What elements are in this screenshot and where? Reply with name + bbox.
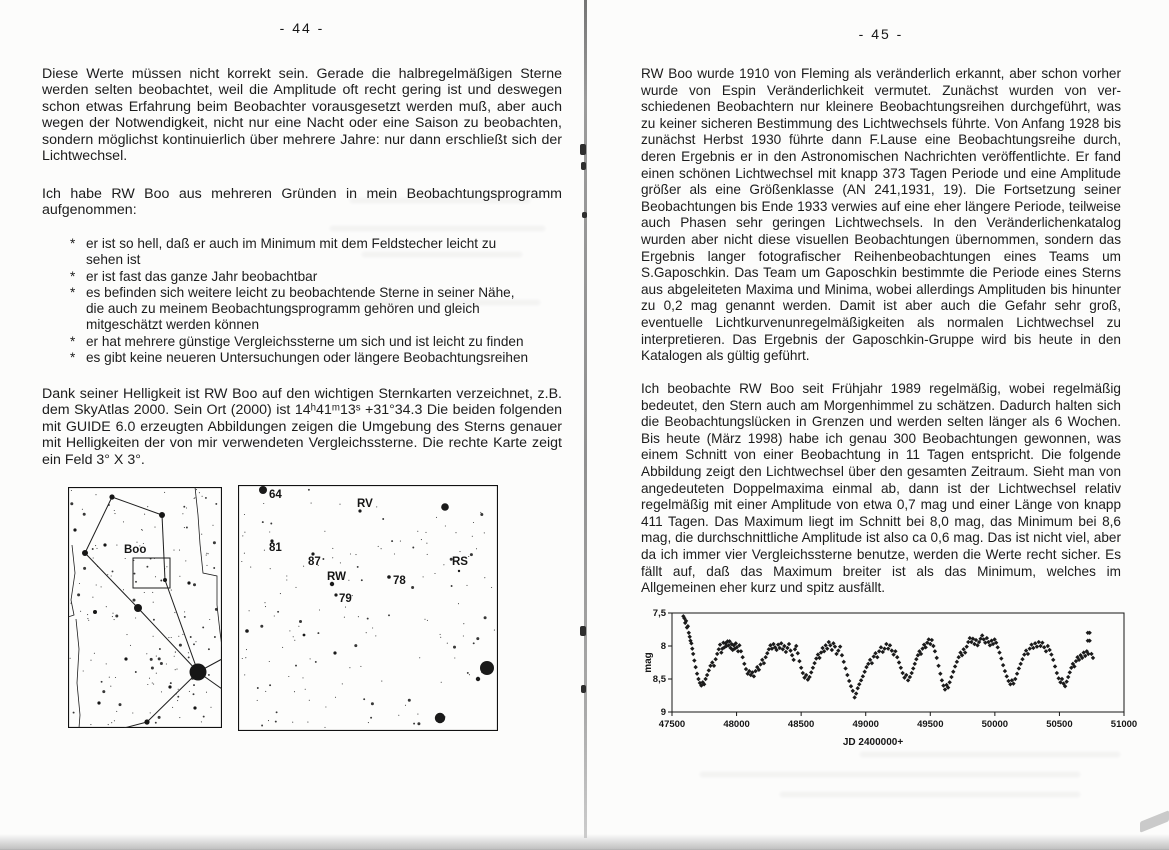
paragraph-own-observations: Ich beobachte RW Boo seit Frühjahr 1989 regelmäßig, wobei regelmäßig bedeutet, den Stern auch am Morgenhimmel zu schätzen. Dadurch halten sich die Beobachtungslücken in Grenzen und werden selten länger als 6 Wochen. Bis heute (März 1998) habe ich genau 300 Beobachtungen gewonnen, was einem Schnitt von einer Beobachtung in 11 Tagen entspricht. Die folgende Abbildung zeigt den Lichtwechsel über den gesamten Zeitraum. Sieht man von angedeuteten Doppelmaxima einmal ab, dann ist der Lichtwechsel relativ regelmäßig mit einer Amplitude von etwa 0,7 mag und einer Länge von knapp 411 Tagen. Das Maximum liegt im Schnitt bei 8,0 mag, das Minimum bei 8,6 mag, die durchschnittliche Amplitude ist also ca 0,6 mag. Das ist nicht viel, aber da ich immer vier Vergleichssterne benutze, werden die Werte recht sicher. Es fällt auf, daß das Maximum breiter ist als das Minimum, welches im Allgemeinen eher kurz und spitz ausfällt. [641, 381, 1121, 596]
showthrough-smudge [860, 752, 1120, 757]
list-item [70, 269, 562, 285]
bullet-asterisk: * [70, 284, 76, 300]
svg-text:50000: 50000 [981, 719, 1009, 730]
showthrough-smudge [700, 772, 1080, 777]
page-number-44: - 44 - [279, 20, 325, 36]
finder-chart-detail-svg [238, 485, 498, 731]
svg-text:50500: 50500 [1046, 719, 1073, 730]
svg-text:87: 87 [308, 556, 321, 568]
showthrough-smudge [350, 198, 530, 203]
finder-chart-wide [68, 487, 222, 733]
svg-text:81: 81 [269, 542, 282, 554]
svg-text:Boo: Boo [124, 544, 147, 556]
list-item-text: er ist fast das ganze Jahr beobachtbar [86, 268, 318, 284]
svg-text:78: 78 [393, 575, 406, 587]
paragraph-charts-lead: Dank seiner Helligkeit ist RW Boo auf den wichtigen Sternkarten verzeichnet, z.B. dem SkyAtlas 2000. Sein Ort (2000) ist 14ʰ41ᵐ13ˢ +31°34.3 Die beiden folgenden mit GUIDE 6.0 erzeugten Abbildungen zeigen die Umgebung des Sterns genauer mit Helligkeiten der von mir verwendeten Vergleichssterne. Die rechte Karte zeigt ein Feld 3° X 3°. [42, 386, 562, 468]
svg-text:51000: 51000 [1110, 719, 1137, 730]
binding-mark [581, 162, 586, 170]
bullet-asterisk: * [70, 333, 76, 349]
svg-text:47500: 47500 [658, 719, 686, 730]
bullet-asterisk: * [70, 236, 76, 251]
lightcurve-svg [642, 596, 1137, 764]
paragraph-reasons-lead: Ich habe RW Boo aus mehreren Gründen in mein Beobachtungsprogramm aufgenommen: [42, 186, 562, 219]
list-item [70, 350, 562, 366]
list-item-text: er ist so hell, daß er auch im Minimum mit dem Feldstecher leicht zu sehen ist [86, 236, 497, 268]
svg-text:8: 8 [660, 641, 666, 652]
scan-edge-smudge [1140, 810, 1169, 833]
scan-bottom-edge [0, 834, 1169, 850]
svg-text:49000: 49000 [852, 719, 879, 730]
showthrough-smudge [330, 226, 545, 231]
svg-text:RS: RS [452, 556, 468, 568]
list-item-text: es gibt keine neueren Untersuchungen oder längere Beobachtungsreihen [86, 350, 529, 366]
binding-mark [581, 685, 586, 693]
paragraph-history: RW Boo wurde 1910 von Fleming als veränderlich erkannt, aber schon vorher wurde von Espin Veränderlichkeit vermutet. Zunächst wurden von verschiedenen Beobachtern nur kleinere Beobachtungsreihen durchgeführt, was zu keiner sicheren Bestimmung des Lichtwechsels führte. Von Anfang 1928 bis zunächst Herbst 1930 führte dann F.Lause eine Beobachtungsreihe durch, deren Ergebnis er in den Astronomischen Nachrichten veröffentlichte. Er fand einen schönen Lichtwechsel mit knapp 373 Tagen Periode und eine Amplitude größer als eine Größenklasse (AN 241,1931, 19). Die Fortsetzung seiner Beobachtungen bis Ende 1933 verwies auf eine eher längere Periode, teilweise auch Phasen sehr geringen Lichtwechsels. In den Veränderlichenkatalog wurden aber nicht diese visuellen Beobachtungen übernommen, sondern das Ergebnis langer fotografischer Reihenbeobachtungen eines Teams um S.Gaposchkin. Das Team um Gaposchkin bestimmte die Periode eines Sterns aus abgeleiteten Maxima und Minima, wobei allerdings Amplituden bis hinunter zu 0,2 mag genannt werden. Damit ist aber auch die Gefahr sehr groß, eventuelle Lichtkurvenunregelmäßigkeiten als normalen Lichtwechsel zu interpretieren. Das Ergebnis der Gaposchkin-Gruppe wird bis heute in den Katalogen als gültig geführt. [641, 66, 1121, 364]
paragraph-intro-values: Diese Werte müssen nicht korrekt sein. Gerade die halbregelmäßigen Sterne werden selten beobachtet, weil die Amplitude oft recht gering ist und deswegen schon etwas Erfahrung beim Beobachter vorausgesetzt werden muß, aber auch wegen der Notwendigkeit, nicht nur eine Nacht oder eine Saison zu beobachten, sondern möglichst kontinuierlich über mehrere Jahre: nur dann erschließt sich der Lichtwechsel. [42, 66, 562, 165]
svg-text:48500: 48500 [787, 719, 815, 730]
bullet-asterisk: * [70, 350, 76, 366]
showthrough-smudge [780, 792, 1080, 797]
showthrough-smudge [362, 252, 522, 257]
finder-chart-detail [238, 485, 498, 736]
svg-text:8,5: 8,5 [652, 674, 666, 685]
svg-text:49500: 49500 [917, 719, 944, 730]
svg-text:RV: RV [357, 498, 373, 510]
binding-mark [580, 144, 586, 155]
svg-text:48000: 48000 [723, 719, 750, 730]
svg-text:RW: RW [327, 571, 346, 583]
binding-mark [580, 626, 586, 636]
finder-chart-wide-svg [68, 487, 222, 728]
book-binding-shadow [584, 0, 587, 838]
showthrough-smudge [340, 300, 540, 305]
list-item [70, 285, 562, 334]
svg-text:JD 2400000+: JD 2400000+ [842, 737, 904, 748]
list-item-text: es befinden sich weitere leicht zu beobachtende Sterne in seiner Nähe, die auch zu meinem Beobachtungsprogramm gehören und gleich mitgeschätzt werden können [86, 284, 515, 333]
bullet-asterisk: * [70, 268, 76, 284]
svg-text:64: 64 [269, 489, 282, 501]
page-number-45: - 45 - [858, 26, 904, 42]
lightcurve-chart [642, 596, 1137, 769]
list-item [70, 334, 562, 350]
svg-text:9: 9 [660, 707, 666, 718]
svg-text:mag: mag [643, 652, 654, 673]
binding-mark [582, 212, 587, 218]
svg-text:7,5: 7,5 [652, 608, 666, 619]
svg-text:79: 79 [339, 593, 352, 605]
list-item-text: er hat mehrere günstige Vergleichssterne um sich und ist leicht zu finden [86, 333, 524, 349]
